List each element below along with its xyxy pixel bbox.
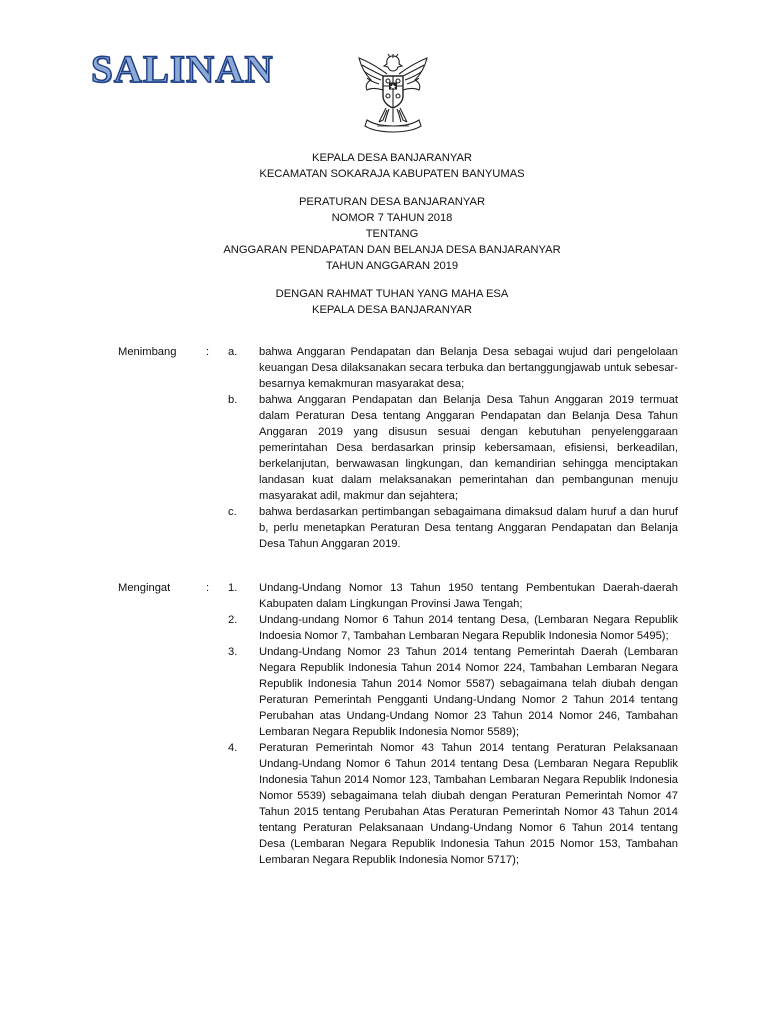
item-marker: 4.	[228, 742, 238, 754]
item-marker: 3.	[228, 646, 238, 658]
section-label: Menimbang	[118, 346, 177, 358]
header-line: TAHUN ANGGARAN 2019	[325, 260, 459, 272]
item-text: Undang-Undang Nomor 23 Tahun 2014 tentang Pemerintah Daerah (Lembaran Negara Republik Indonesia Tahun 2014 Nomor 224, Tambahan Lembaran Negara Republik Indonesia Tahun 2014 Nomor 5587) sebagaimana telah diubah dengan Peraturan Pemerintah Pengganti Undang-Undang Nomor 2 Tahun 2014 tentang Perubahan atas Undang-Undang Nomor 23 Tahun 2014 Nomor 246, Tambahan Lembaran Negara Republik Indonesia Nomor 5589);	[259, 646, 678, 738]
document-header	[150, 150, 634, 318]
item-text: Peraturan Pemerintah Nomor 43 Tahun 2014 tentang Peraturan Pelaksanaan Undang-Undang Nomor 6 Tahun 2014 tentang Desa (Lembaran Negara Republik Indonesia Tahun 2014 Nomor 123, Tambahan Lembaran Negara Republik Indonesia Nomor 5539) sebagaimana telah diubah dengan Peraturan Pemerintah Nomor 47 Tahun 2015 tentang Perubahan Atas Peraturan Pemerintah Nomor 43 Tahun 2014 tentang Peraturan Pelaksanaan Undang-Undang Nomor 6 Tahun 2014 tentang Desa (Lembaran Negara Republik Indonesia Tahun 2015 Nomor 153, Tambahan Lembaran Negara Republik Indonesia Nomor 5717);	[259, 742, 678, 866]
header-line: PERATURAN DESA BANJARANYAR	[298, 196, 486, 208]
header-line: ANGGARAN PENDAPATAN DAN BELANJA DESA BANJARANYAR	[223, 244, 561, 256]
header-line: TENTANG	[365, 228, 419, 240]
item-text: Undang-Undang Nomor 13 Tahun 1950 tentang Pembentukan Daerah-daerah Kabupaten dalam Lingkungan Provinsi Jawa Tengah;	[259, 582, 678, 610]
header-line: DENGAN RAHMAT TUHAN YANG MAHA ESA	[275, 288, 509, 300]
section-colon: :	[206, 346, 210, 358]
mengingat-section	[118, 580, 678, 868]
list-item	[118, 740, 678, 868]
list-item	[118, 344, 678, 392]
item-marker: 2.	[228, 614, 238, 626]
menimbang-section	[118, 344, 678, 552]
section-colon: :	[206, 582, 210, 594]
item-marker: c.	[228, 506, 237, 518]
header-line: KEPALA DESA BANJARANYAR	[312, 152, 472, 164]
garuda-pancasila-icon	[353, 52, 433, 136]
item-text: bahwa Anggaran Pendapatan dan Belanja Desa Tahun Anggaran 2019 termuat dalam Peraturan Desa tentang Anggaran Pendapatan dan Belanja Desa Tahun Anggaran 2019 yang disusun sesuai dengan kebutuhan penyelenggaraan pemerintahan Desa berdasarkan prinsip kebersamaan, efisiensi, berkeadilan, berkelanjutan, berwawasan lingkungan, dan kemandirian sehingga menciptakan landasan kuat dalam melaksanakan pemerintahan dan pembangunan menuju masyarakat adil, makmur dan sejahtera;	[259, 394, 678, 502]
item-text: Undang-undang Nomor 6 Tahun 2014 tentang Desa, (Lembaran Negara Republik Indoesia Nomor 7, Tambahan Lembaran Negara Republik Indonesia Nomor 5495);	[259, 614, 678, 642]
list-item	[118, 644, 678, 740]
item-marker: b.	[228, 394, 238, 406]
item-text: bahwa berdasarkan pertimbangan sebagaimana dimaksud dalam huruf a dan huruf b, perlu menetapkan Peraturan Desa tentang Anggaran Pendapatan dan Belanja Desa Tahun Anggaran 2019.	[259, 506, 678, 550]
item-text: bahwa Anggaran Pendapatan dan Belanja Desa sebagai wujud dari pengelolaan keuangan Desa dilaksanakan secara terbuka dan bertanggungjawab untuk sebesar-besarnya kemakmuran masyarakat desa;	[259, 346, 678, 390]
salinan-stamp: SALINAN	[91, 48, 274, 91]
section-label: Mengingat	[118, 582, 171, 594]
header-line: KEPALA DESA BANJARANYAR	[312, 304, 472, 316]
list-item	[118, 392, 678, 504]
list-item	[118, 612, 678, 644]
list-item	[118, 504, 678, 552]
list-item	[118, 580, 678, 612]
item-marker: a.	[228, 346, 238, 358]
item-marker: 1.	[228, 582, 238, 594]
header-line: KECAMATAN SOKARAJA KABUPATEN BANYUMAS	[259, 168, 525, 180]
header-line: NOMOR 7 TAHUN 2018	[331, 212, 453, 224]
